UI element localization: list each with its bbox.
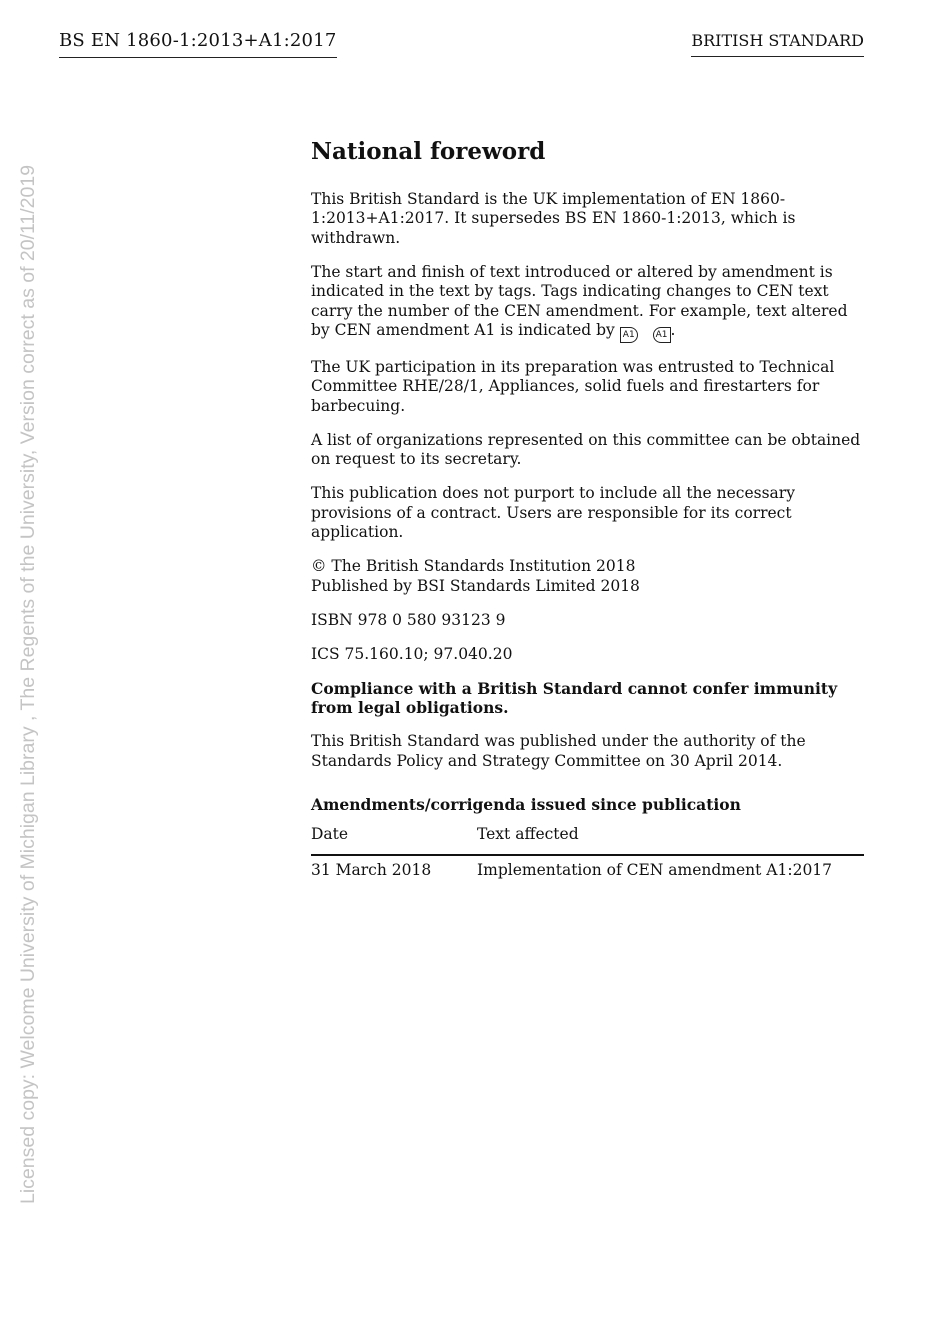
- compliance-notice: Compliance with a British Standard cannot confer immunity from legal obligations.: [311, 678, 838, 718]
- series-label: BRITISH STANDARD: [691, 31, 864, 57]
- authority-statement: This British Standard was published under the authority of the Standards Policy and Strategy Committee on 30 April 2014.: [311, 732, 806, 770]
- amendment-open-tag-icon: A1: [620, 327, 638, 343]
- paragraph-committee-list: A list of organizations represented on this committee can be obtained on request to its secretary.: [311, 430, 861, 469]
- column-header-text-affected: Text affected: [477, 824, 864, 856]
- page-title: National foreword: [311, 138, 546, 165]
- amendment-date: 31 March 2018: [311, 861, 432, 880]
- paragraph-contract: This publication does not purport to include all the necessary provisions of a contract. Users are responsible for its correct application.: [311, 484, 795, 542]
- amendment-close-tag-icon: A1: [653, 327, 671, 343]
- paragraph-implementation: This British Standard is the UK implementation of EN 1860-1:2013+A1:2017. It supersedes BS EN 1860-1:2013, which is withdrawn.: [311, 189, 796, 247]
- ics-codes: ICS 75.160.10; 97.040.20: [311, 644, 513, 663]
- isbn: ISBN 978 0 580 93123 9: [311, 610, 506, 629]
- published-line: Published by BSI Standards Limited 2018: [311, 576, 640, 595]
- amendment-text: Implementation of CEN amendment A1:2017: [477, 861, 833, 880]
- table-row: [311, 855, 864, 881]
- foreword-section: [311, 138, 864, 881]
- table-header-row: [311, 824, 864, 856]
- column-header-date: Date: [311, 824, 477, 856]
- paragraph-tags-end: .: [670, 321, 676, 340]
- license-watermark: Licensed copy: Welcome University of Michigan Library , The Regents of the University, Version correct as of 20/11/2019: [17, 164, 39, 1204]
- paragraph-tags: [311, 263, 864, 344]
- copyright-block: [311, 557, 864, 596]
- paragraph-committee: The UK participation in its preparation was entrusted to Technical Committee RHE/28/1, Appliances, solid fuels and firestarters for barbecuing.: [311, 357, 835, 415]
- amendments-table: [311, 824, 864, 881]
- amendments-title: Amendments/corrigenda issued since publication: [311, 795, 741, 815]
- copyright-line: © The British Standards Institution 2018: [311, 557, 636, 576]
- paragraph-tags-text: The start and finish of text introduced or altered by amendment is indicated in the text by tags. Tags indicating changes to CEN text carry the number of the CEN amendment. For example, text altered by CEN amendment A1 is indicated by: [311, 262, 848, 340]
- document-code: BS EN 1860-1:2013+A1:2017: [59, 30, 337, 58]
